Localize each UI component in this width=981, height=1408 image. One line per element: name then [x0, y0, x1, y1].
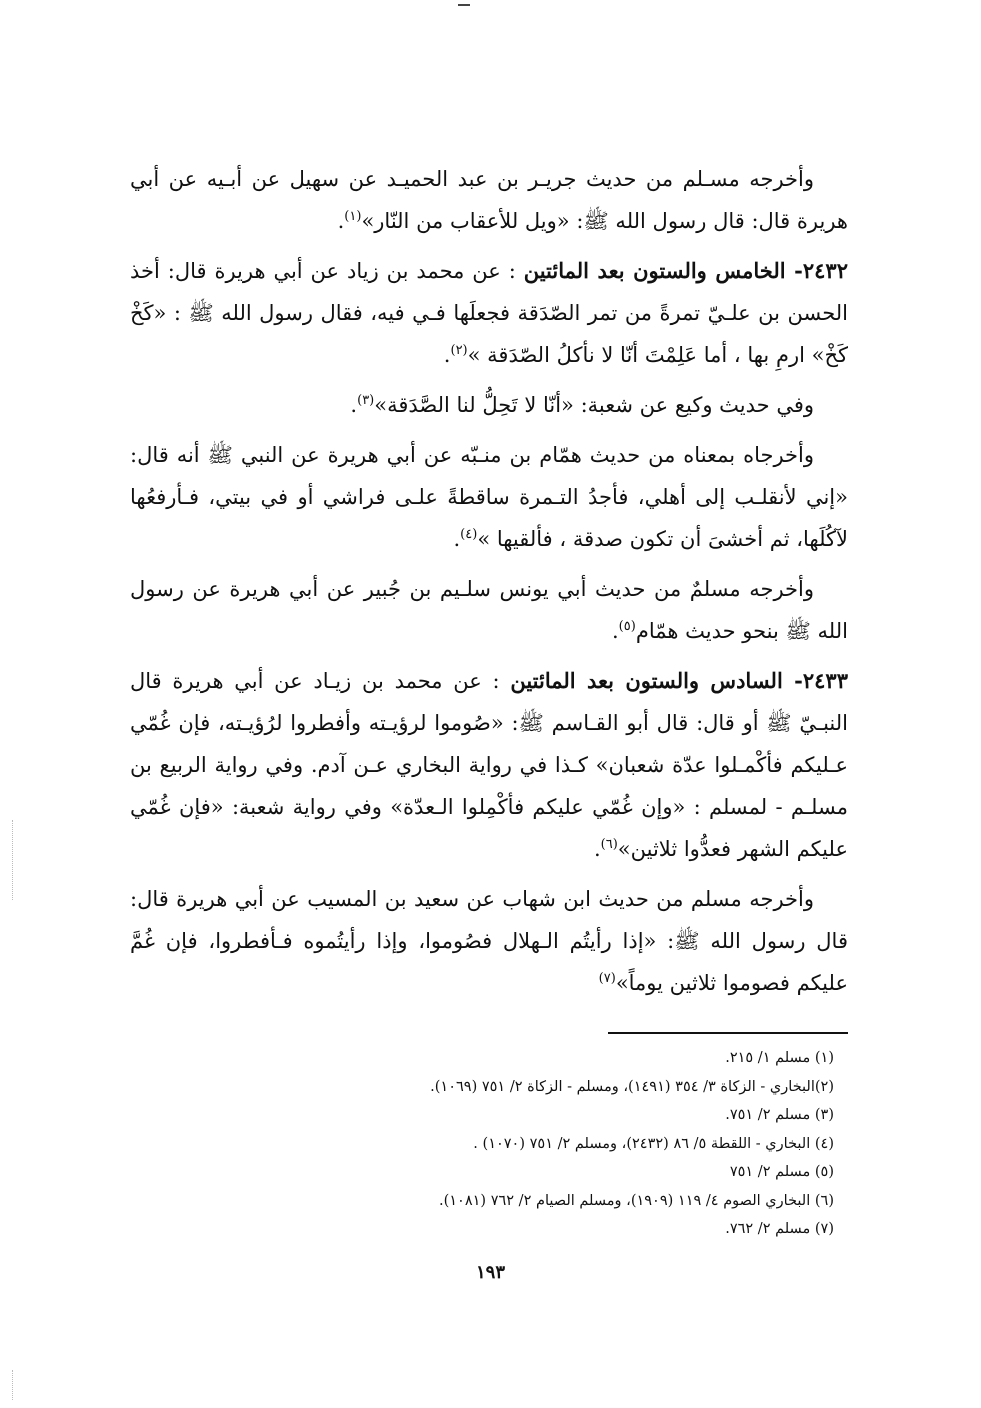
footnote-ref[interactable]: (٧): [598, 971, 616, 986]
footnote-item: (٣) مسلم ٢/ ٧٥١.: [725, 1107, 834, 1123]
scan-artifact: [12, 1370, 14, 1400]
footnote-item: (٧) مسلم ٢/ ٧٦٢.: [725, 1221, 834, 1237]
footnote-ref[interactable]: (٢): [450, 343, 468, 358]
footnote-item: (٢)البخاري - الزكاة ٣/ ٣٥٤ (١٤٩١)، ومسلم - الزكاة ٢/ ٧٥١ (١٠٦٩).: [430, 1078, 834, 1095]
paragraph-7: [130, 878, 848, 1004]
footnote-item: (١) مسلم ١/ ٢١٥.: [725, 1050, 834, 1066]
paragraph-tail: .: [337, 209, 345, 233]
paragraph-text: : عن محمد بن زيـاد عن أبي هريرة قال النبـيّ ﷺ أو قال: قال أبو القـاسم ﷺ: «صُوموا لرؤيـته وأفطروا لرُؤيـته، فإن غُمّي عـليكم فأكْمـلوا عدّة شعبان» كـذا في رواية البخاري عـن آدم. وفي رواية الربيع بن مسلـم - لمسلم : «وإن غُمّي عليكم فأكْمِلوا الـعدّة» وفي رواية شعبة: «فإن غُمّي عليكم الشهر فعدُّوا ثلاثين»: [130, 669, 848, 861]
paragraph-text: : عن محمد بن زياد عن أبي هريرة قال: أخذ الحسن بن علـيّ تمرةً من تمر الصّدَقة فجعلَها فـي فيه، فقال رسول الله ﷺ : «كَخْ كَخْ» ارمِ بها ، أما عَلِمْتَ أنّا لا نأكلُ الصّدَقة »: [130, 259, 848, 367]
hadith-2433: [130, 660, 848, 870]
paragraph-tail: .: [593, 837, 601, 861]
scan-artifact: [12, 820, 14, 900]
hadith-2432: [130, 250, 848, 376]
paragraph-text: وأخرجه مسلمٌ من حديث أبي يونس سلـيم بن جُبير عن أبي هريرة عن رسول الله ﷺ بنحو حديث همّام: [130, 577, 848, 643]
paragraph-3: [130, 384, 848, 426]
paragraph-text: وأخرجاه بمعناه من حديث همّام بن منـبّه عن أبي هريرة عن النبي ﷺ أنه قال: «إني لأنقلـب إلى أهلي، فأجدُ التـمرة ساقطةً علـى فراشي أو في بيتي، فـأرفعُها لآكُلَها، ثم أخشىَ أن تكون صدقة ، فألقيها »: [130, 443, 848, 551]
footnote-item: (٥) مسلم ٢/ ٧٥١: [729, 1164, 834, 1180]
footnote-ref[interactable]: (٣): [357, 393, 375, 408]
footnote-ref[interactable]: (٦): [600, 837, 618, 852]
paragraph-text: وفي حديث وكيع عن شعبة: «أنّا لا تَحِلُّ لنا الصَّدَقة»: [374, 393, 814, 417]
footnote-ref[interactable]: (٥): [618, 619, 636, 634]
paragraph-1: [130, 158, 848, 242]
footnote-item: (٤) البخاري - اللقطة ٥/ ٨٦ (٢٤٣٢)، ومسلم ٢/ ٧٥١ (١٠٧٠) .: [473, 1135, 834, 1152]
paragraph-tail: .: [611, 619, 619, 643]
paragraph-5: [130, 568, 848, 652]
hadith-heading: ٢٤٣٢- الخامس والستون بعد المائتين: [523, 258, 848, 283]
paragraph-4: [130, 434, 848, 560]
footnote-item: (٦) البخاري الصوم ٤/ ١١٩ (١٩٠٩)، ومسلم الصيام ٢/ ٧٦٢ (١٠٨١).: [438, 1192, 834, 1209]
paragraph-tail: .: [350, 393, 358, 417]
top-scan-mark: [458, 4, 470, 6]
paragraph-text: وأخرجه مسلم من حديث ابن شهاب عن سعيد بن المسيب عن أبي هريرة قال: قال رسول الله ﷺ: «إذا رأيتُم الـهلال فصُوموا، وإذا رأيتُموه فـأفطروا، فإن غُمَّ عليكم فصوموا ثلاثين يوماً»: [130, 887, 848, 995]
paragraph-tail: .: [443, 343, 451, 367]
footnote-ref[interactable]: (١): [344, 209, 362, 224]
footnote-ref[interactable]: (٤): [460, 527, 478, 542]
page-number: ١٩٣: [475, 1262, 505, 1283]
footnote-divider: [608, 1032, 848, 1034]
hadith-heading: ٢٤٣٣- السادس والستون بعد المائتين: [510, 668, 848, 693]
footnotes-list: [130, 1044, 848, 1244]
paragraph-text: وأخرجه مسـلم من حديث جريـر بن عبد الحميـد عن سهيل عن أبـيه عن أبي هريرة قال: قال رسول الله ﷺ: «ويل للأعقاب من النّار»: [130, 167, 848, 233]
page-body: [130, 158, 848, 1244]
paragraph-tail: .: [453, 527, 461, 551]
